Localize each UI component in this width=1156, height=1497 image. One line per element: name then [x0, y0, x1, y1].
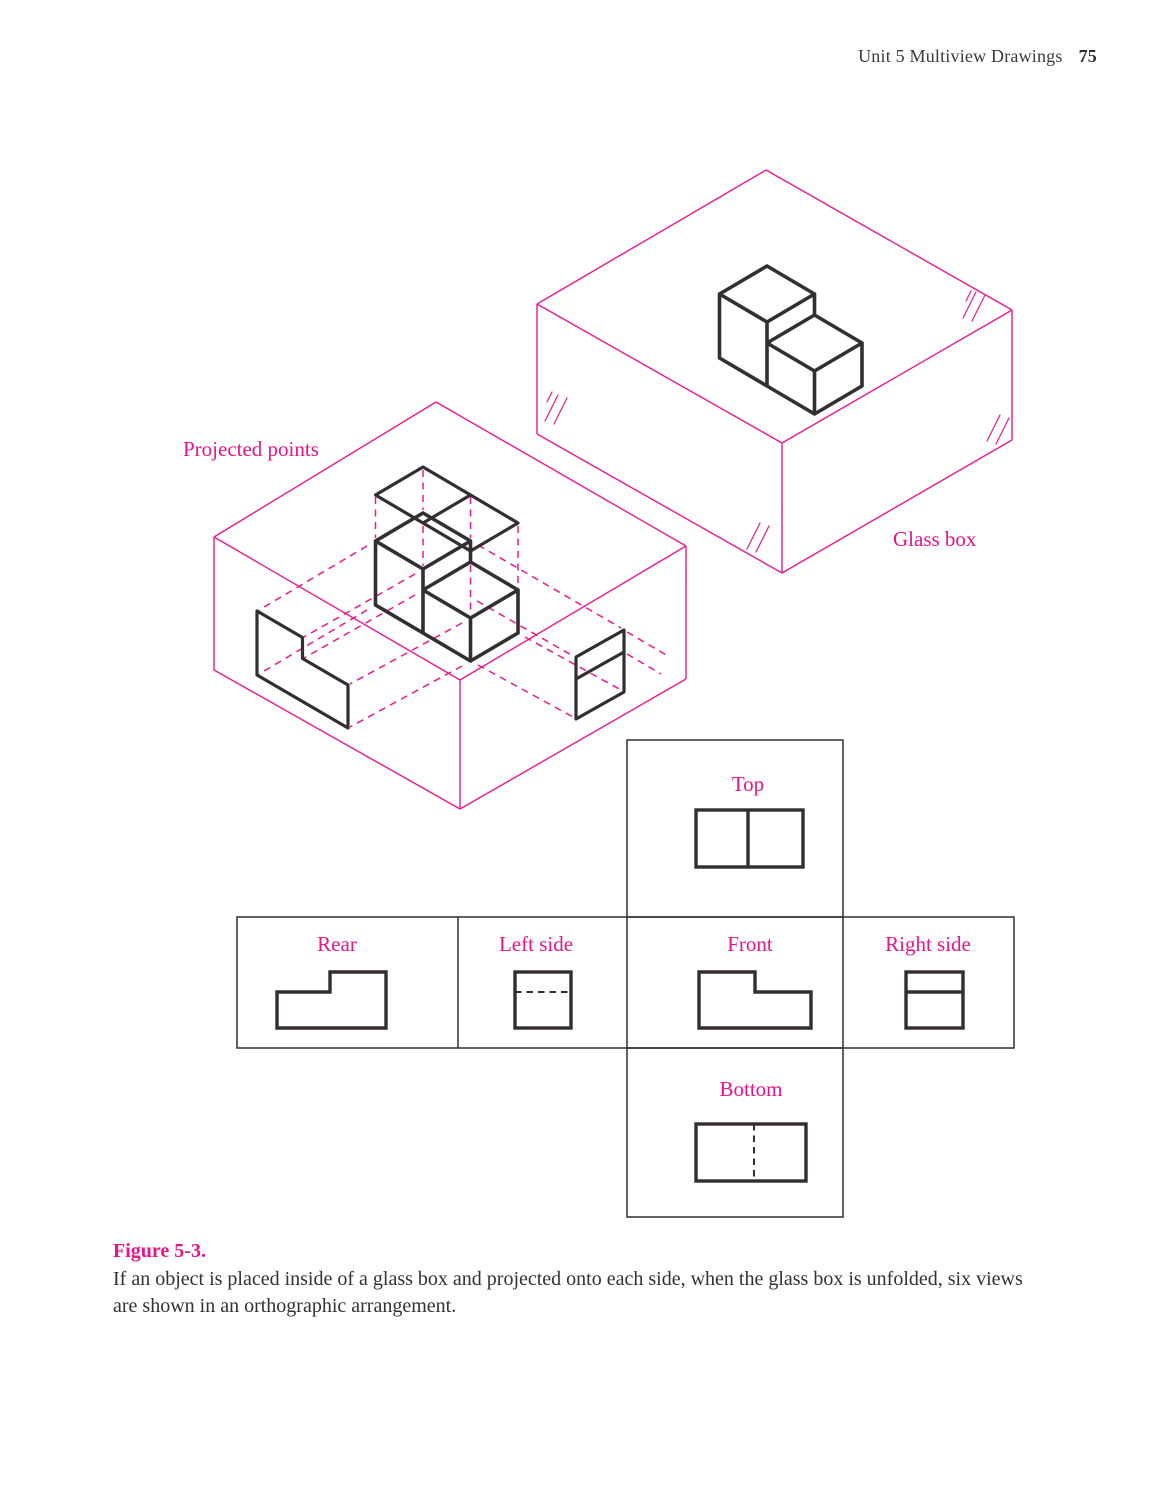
- right-side-view-shape: [906, 972, 963, 1028]
- glass-shine-icon: [987, 415, 1009, 444]
- running-head-title: Unit 5 Multiview Drawings: [858, 46, 1063, 66]
- projected-top-view: [376, 467, 519, 551]
- page-number: 75: [1078, 46, 1097, 66]
- unfolded-box-grid: [237, 740, 1014, 1217]
- bottom-view-label: Bottom: [719, 1077, 783, 1101]
- glass-shine-icon: [545, 392, 567, 424]
- rear-view-shape: [277, 972, 386, 1028]
- caption-line: If an object is placed inside of a glass box and projected onto each side, when the glass box is unfolded, six views: [113, 1268, 1023, 1290]
- stepped-object-upper: [720, 266, 863, 414]
- top-view-shape: [696, 810, 803, 867]
- figure-caption: [113, 1240, 1073, 1319]
- left-side-view-label: Left side: [498, 932, 574, 956]
- rear-view-label: Rear: [317, 932, 357, 956]
- top-view-label: Top: [731, 772, 765, 796]
- left-side-view-shape: [515, 972, 571, 1028]
- glass-shine-icon: [747, 523, 769, 552]
- front-view-label: Front: [727, 932, 773, 956]
- glass-box-label: Glass box: [893, 527, 977, 551]
- bottom-view-shape: [696, 1124, 806, 1181]
- glass-box-upper-outline: [537, 170, 1012, 573]
- glass-shine-icon: [963, 291, 985, 321]
- right-side-view-label: Right side: [885, 932, 971, 956]
- caption-line: are shown in an orthographic arrangement.: [113, 1294, 457, 1317]
- figure-number: Figure 5-3.: [113, 1240, 206, 1262]
- projected-points-label: Projected points: [183, 437, 319, 461]
- projected-side-view: [576, 630, 624, 719]
- front-view-shape: [699, 972, 811, 1028]
